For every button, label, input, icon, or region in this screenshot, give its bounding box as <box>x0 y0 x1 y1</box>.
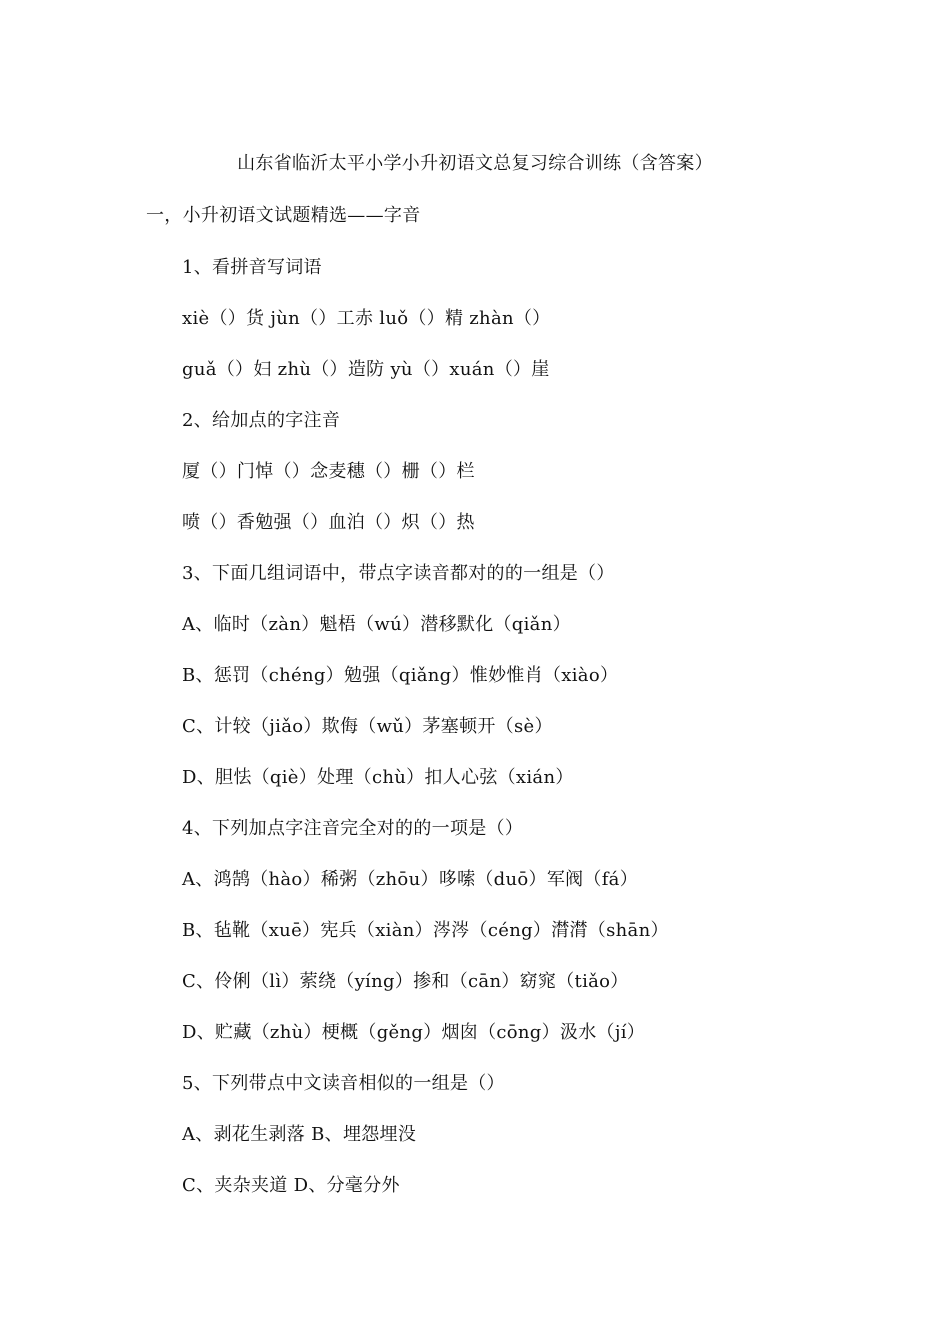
question-3-option-a: A、临时（zàn）魁梧（wú）潜移默化（qiǎn） <box>182 614 571 635</box>
question-5-heading: 5、下列带点中文读音相似的一组是（） <box>182 1073 505 1094</box>
question-1-line-1: xiè（）货 jùn（）工赤 luǒ（）精 zhàn（） <box>182 308 551 329</box>
section-heading: 一，小升初语文试题精选——字音 <box>146 205 421 226</box>
question-5-options-ab: A、剥花生剥落 B、埋怨埋没 <box>182 1124 417 1145</box>
question-4-option-b: B、毡靴（xuē）宪兵（xiàn）涔涔（céng）潸潸（shān） <box>182 920 669 941</box>
question-2-line-1: 厦（）门悼（）念麦穗（）栅（）栏 <box>182 461 475 482</box>
question-4-option-d: D、贮藏（zhù）梗概（gěng）烟囱（cōng）汲水（jí） <box>182 1022 646 1043</box>
question-4-heading: 4、下列加点字注音完全对的的一项是（） <box>182 818 524 839</box>
question-2-line-2: 喷（）香勉强（）血泊（）炽（）热 <box>182 512 475 533</box>
question-3-option-b: B、惩罚（chéng）勉强（qiǎng）惟妙惟肖（xiào） <box>182 665 619 686</box>
question-3-option-c: C、计较（jiǎo）欺侮（wǔ）茅塞顿开（sè） <box>182 716 553 737</box>
question-1-heading: 1、看拼音写词语 <box>182 257 322 278</box>
document-title: 山东省临沂太平小学小升初语文总复习综合训练（含答案） <box>237 153 713 174</box>
question-5-options-cd: C、夹杂夹道 D、分毫分外 <box>182 1175 400 1196</box>
question-3-option-d: D、胆怯（qiè）处理（chù）扣人心弦（xián） <box>182 767 574 788</box>
question-2-heading: 2、给加点的字注音 <box>182 410 341 431</box>
question-3-heading: 3、下面几组词语中，带点字读音都对的的一组是（） <box>182 563 615 584</box>
question-4-option-c: C、伶俐（lì）萦绕（yíng）掺和（cān）窈窕（tiǎo） <box>182 971 629 992</box>
question-1-line-2: guǎ（）妇 zhù（）造防 yù（）xuán（）崖 <box>182 359 550 380</box>
question-4-option-a: A、鸿鹄（hào）稀粥（zhōu）哆嗦（duō）军阀（fá） <box>182 869 639 890</box>
